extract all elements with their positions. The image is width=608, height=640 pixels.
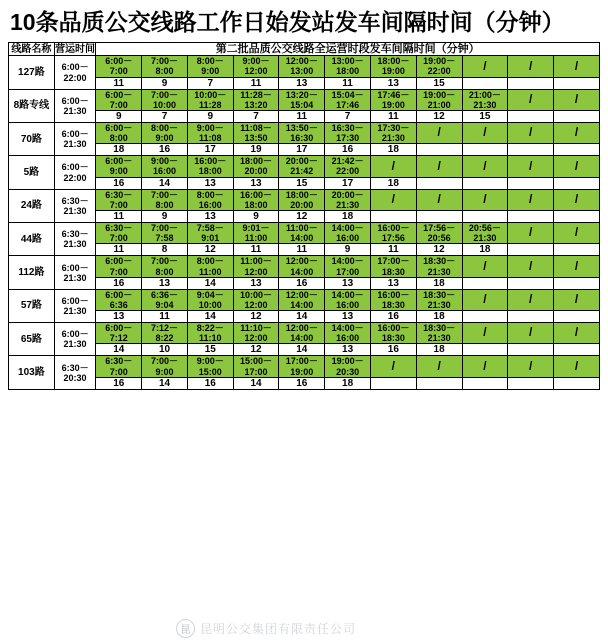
table-row	[9, 256, 600, 277]
time-slot-cell: 14:00－16:00	[325, 289, 371, 310]
time-slot-cell: 11:28－13:20	[233, 89, 279, 110]
time-slot-cell: 14:00－17:00	[325, 256, 371, 277]
table-row	[9, 323, 600, 344]
time-slot-cell: /	[416, 123, 462, 144]
interval-cell	[508, 310, 554, 322]
time-slot-cell: 11:08－13:50	[233, 123, 279, 144]
interval-cell: 11	[233, 244, 279, 256]
time-slot-cell: 16:00－18:30	[370, 289, 416, 310]
interval-cell: 18	[416, 344, 462, 356]
time-slot-cell: 6:00－7:12	[96, 323, 142, 344]
time-slot-cell: 8:00－9:00	[142, 123, 188, 144]
interval-cell: 18	[96, 144, 142, 156]
time-slot-cell: 9:00－12:00	[233, 56, 279, 77]
time-slot-cell: 16:30－17:30	[325, 123, 371, 144]
table-row-intervals	[9, 110, 600, 122]
time-slot-cell: 20:00－21:42	[279, 156, 325, 177]
time-slot-cell: /	[554, 123, 600, 144]
route-name-cell: 112路	[9, 256, 55, 289]
time-slot-cell: /	[554, 223, 600, 244]
interval-cell: 14	[96, 344, 142, 356]
interval-cell: 11	[96, 210, 142, 222]
time-slot-cell: 7:12－8:22	[142, 323, 188, 344]
interval-cell: 17	[279, 144, 325, 156]
interval-cell: 13	[96, 310, 142, 322]
interval-cell: 15	[279, 177, 325, 189]
operating-time-cell: 6:00－21:30	[54, 256, 96, 289]
interval-cell: 18	[370, 144, 416, 156]
interval-cell	[554, 310, 600, 322]
interval-cell: 14	[142, 177, 188, 189]
interval-cell: 15	[462, 110, 508, 122]
time-slot-cell: /	[462, 189, 508, 210]
interval-cell: 12	[279, 210, 325, 222]
table-row	[9, 223, 600, 244]
time-slot-cell: 6:30－7:00	[96, 356, 142, 377]
time-slot-cell: /	[508, 289, 554, 310]
time-slot-cell: 6:30－7:00	[96, 223, 142, 244]
interval-cell	[370, 377, 416, 389]
time-slot-cell: 19:00－21:00	[416, 89, 462, 110]
table-row-intervals	[9, 77, 600, 89]
time-slot-cell: 18:30－21:30	[416, 289, 462, 310]
table-row-intervals	[9, 244, 600, 256]
interval-cell: 16	[370, 344, 416, 356]
time-slot-cell: 6:00－7:00	[96, 56, 142, 77]
interval-cell: 8	[142, 244, 188, 256]
operating-time-cell: 6:30－20:30	[54, 356, 96, 389]
interval-cell: 18	[416, 277, 462, 289]
interval-cell: 13	[233, 277, 279, 289]
time-slot-cell: 16:00－18:30	[370, 323, 416, 344]
table-row-intervals	[9, 210, 600, 222]
interval-cell: 15	[416, 77, 462, 89]
time-slot-cell: /	[508, 223, 554, 244]
interval-cell: 11	[233, 77, 279, 89]
interval-cell: 16	[279, 377, 325, 389]
interval-cell: 17	[325, 177, 371, 189]
time-slot-cell: 6:00－9:00	[96, 156, 142, 177]
interval-cell	[508, 110, 554, 122]
interval-cell	[462, 177, 508, 189]
time-slot-cell: 17:30－21:30	[370, 123, 416, 144]
watermark-text: 昆明公交集团有限责任公司	[200, 622, 357, 636]
time-slot-cell: 19:00－22:00	[416, 56, 462, 77]
time-slot-cell: /	[462, 156, 508, 177]
route-name-cell: 24路	[9, 189, 55, 222]
header-operating-time: 营运时间	[55, 43, 96, 55]
interval-cell	[508, 144, 554, 156]
time-slot-cell: /	[554, 323, 600, 344]
time-slot-cell: 16:00－18:00	[233, 189, 279, 210]
interval-cell: 11	[279, 244, 325, 256]
interval-cell: 14	[233, 377, 279, 389]
time-slot-cell: 8:22－11:10	[187, 323, 233, 344]
time-slot-cell: /	[370, 356, 416, 377]
time-slot-cell: 7:00－8:00	[142, 189, 188, 210]
interval-cell: 12	[233, 310, 279, 322]
interval-cell: 13	[233, 177, 279, 189]
interval-cell: 11	[370, 244, 416, 256]
time-slot-cell: /	[416, 189, 462, 210]
time-slot-cell: 9:04－10:00	[187, 289, 233, 310]
time-slot-cell: /	[554, 56, 600, 77]
time-slot-cell: 20:56－21:30	[462, 223, 508, 244]
interval-cell	[554, 277, 600, 289]
interval-cell	[508, 77, 554, 89]
interval-cell	[416, 210, 462, 222]
interval-cell: 13	[279, 77, 325, 89]
time-slot-cell: 7:00－9:00	[142, 356, 188, 377]
time-slot-cell: /	[370, 156, 416, 177]
time-slot-cell: /	[554, 289, 600, 310]
time-slot-cell: 15:04－17:46	[325, 89, 371, 110]
table-row-intervals	[9, 310, 600, 322]
table-header	[9, 43, 600, 56]
time-slot-cell: /	[416, 356, 462, 377]
interval-cell: 9	[187, 110, 233, 122]
time-slot-cell: 17:46－19:00	[370, 89, 416, 110]
time-slot-cell: 7:00－10:00	[142, 89, 188, 110]
time-slot-cell: /	[508, 189, 554, 210]
operating-time-cell: 6:00－22:00	[54, 156, 96, 189]
time-slot-cell: 18:00－20:00	[233, 156, 279, 177]
time-slot-cell: 6:00－6:36	[96, 289, 142, 310]
interval-cell	[462, 377, 508, 389]
interval-cell	[554, 210, 600, 222]
interval-cell: 16	[325, 144, 371, 156]
interval-cell	[508, 177, 554, 189]
interval-cell: 13	[325, 277, 371, 289]
time-slot-cell: 21:00－21:30	[462, 89, 508, 110]
interval-cell: 17	[187, 144, 233, 156]
interval-cell	[462, 310, 508, 322]
interval-cell	[554, 177, 600, 189]
time-slot-cell: 6:30－7:00	[96, 189, 142, 210]
time-slot-cell: 14:00－16:00	[325, 323, 371, 344]
time-slot-cell: 18:30－21:30	[416, 256, 462, 277]
time-slot-cell: 7:00－8:00	[142, 256, 188, 277]
time-slot-cell: /	[554, 156, 600, 177]
interval-cell: 11	[96, 244, 142, 256]
time-slot-cell: 9:01－11:00	[233, 223, 279, 244]
time-slot-cell: 10:00－11:28	[187, 89, 233, 110]
interval-cell: 9	[325, 244, 371, 256]
route-name-cell: 103路	[9, 356, 55, 389]
interval-cell: 11	[325, 77, 371, 89]
table-row	[9, 356, 600, 377]
interval-cell: 18	[325, 210, 371, 222]
time-slot-cell: /	[462, 289, 508, 310]
operating-time-cell: 6:00－21:30	[54, 289, 96, 322]
interval-cell: 13	[325, 344, 371, 356]
interval-cell	[554, 110, 600, 122]
time-slot-cell: /	[462, 256, 508, 277]
interval-cell: 16	[279, 277, 325, 289]
operating-time-cell: 6:00－21:30	[54, 123, 96, 156]
interval-cell	[462, 144, 508, 156]
interval-cell	[416, 377, 462, 389]
table-row	[9, 156, 600, 177]
time-slot-cell: 6:00－7:00	[96, 256, 142, 277]
interval-cell	[508, 344, 554, 356]
table-row	[9, 89, 600, 110]
time-slot-cell: 8:00－11:00	[187, 256, 233, 277]
time-slot-cell: 9:00－15:00	[187, 356, 233, 377]
interval-cell: 11	[279, 110, 325, 122]
interval-cell: 14	[187, 310, 233, 322]
page-title: 10条品质公交线路工作日始发站发车间隔时间（分钟）	[10, 9, 565, 35]
interval-cell: 7	[142, 110, 188, 122]
table-row	[9, 56, 600, 77]
time-slot-cell: 16:00－18:00	[187, 156, 233, 177]
route-name-cell: 8路专线	[9, 89, 55, 122]
time-slot-cell: 10:00－12:00	[233, 289, 279, 310]
interval-cell	[462, 77, 508, 89]
operating-time-cell: 6:30－21:30	[54, 189, 96, 222]
interval-cell	[416, 144, 462, 156]
route-name-cell: 44路	[9, 223, 55, 256]
interval-cell: 13	[142, 277, 188, 289]
interval-cell	[508, 244, 554, 256]
route-name-cell: 5路	[9, 156, 55, 189]
time-slot-cell: 7:00－7:58	[142, 223, 188, 244]
time-slot-cell: 20:00－21:30	[325, 189, 371, 210]
time-slot-cell: 16:00－17:56	[370, 223, 416, 244]
interval-cell	[462, 277, 508, 289]
time-slot-cell: 12:00－14:00	[279, 289, 325, 310]
interval-cell: 16	[96, 177, 142, 189]
time-slot-cell: /	[508, 323, 554, 344]
interval-cell	[554, 244, 600, 256]
interval-cell: 12	[233, 344, 279, 356]
interval-cell: 16	[142, 144, 188, 156]
time-slot-cell: /	[554, 89, 600, 110]
interval-cell	[554, 377, 600, 389]
table-row-intervals	[9, 177, 600, 189]
time-slot-cell: /	[554, 356, 600, 377]
interval-cell: 18	[416, 310, 462, 322]
operating-time-cell: 6:00－22:00	[54, 56, 96, 89]
table-row	[9, 289, 600, 310]
interval-cell: 14	[279, 344, 325, 356]
time-slot-cell: 6:36－9:04	[142, 289, 188, 310]
operating-time-cell: 6:30－21:30	[54, 223, 96, 256]
interval-cell: 9	[96, 110, 142, 122]
time-slot-cell: /	[508, 356, 554, 377]
time-slot-cell: 12:00－13:00	[279, 56, 325, 77]
interval-cell: 16	[370, 310, 416, 322]
interval-cell	[508, 277, 554, 289]
watermark	[176, 619, 356, 638]
interval-cell: 18	[462, 244, 508, 256]
time-slot-cell: 11:00－14:00	[279, 223, 325, 244]
time-slot-cell: 6:00－8:00	[96, 123, 142, 144]
interval-cell: 11	[96, 77, 142, 89]
interval-cell: 11	[370, 110, 416, 122]
time-slot-cell: 14:00－16:00	[325, 223, 371, 244]
time-slot-cell: 8:00－9:00	[187, 56, 233, 77]
watermark-logo-icon: 昆	[176, 619, 195, 638]
time-slot-cell: /	[508, 56, 554, 77]
time-slot-cell: /	[416, 156, 462, 177]
time-slot-cell: 17:00－19:00	[279, 356, 325, 377]
bus-schedule-table	[8, 42, 600, 390]
interval-cell: 14	[142, 377, 188, 389]
time-slot-cell: 13:00－18:00	[325, 56, 371, 77]
time-slot-cell: 12:00－14:00	[279, 256, 325, 277]
table-row-intervals	[9, 377, 600, 389]
time-slot-cell: /	[462, 123, 508, 144]
time-slot-cell: 11:10－12:00	[233, 323, 279, 344]
interval-cell	[554, 77, 600, 89]
interval-cell: 11	[142, 310, 188, 322]
interval-cell	[554, 144, 600, 156]
interval-cell: 10	[142, 344, 188, 356]
route-name-cell: 57路	[9, 289, 55, 322]
time-slot-cell: /	[554, 256, 600, 277]
interval-cell: 12	[187, 244, 233, 256]
time-slot-cell: /	[554, 189, 600, 210]
interval-cell	[508, 377, 554, 389]
time-slot-cell: /	[462, 356, 508, 377]
interval-cell: 9	[142, 210, 188, 222]
header-interval-span: 第二批品质公交线路全运营时段发车间隔时间（分钟）	[96, 43, 600, 56]
interval-cell: 14	[187, 277, 233, 289]
time-slot-cell: /	[508, 89, 554, 110]
interval-cell: 7	[233, 110, 279, 122]
route-name-cell: 70路	[9, 123, 55, 156]
interval-cell: 12	[416, 244, 462, 256]
time-slot-cell: 18:00－20:00	[279, 189, 325, 210]
table-row-intervals	[9, 277, 600, 289]
route-name-cell: 65路	[9, 323, 55, 356]
time-slot-cell: 19:00－20:30	[325, 356, 371, 377]
route-name-cell: 127路	[9, 56, 55, 89]
interval-cell	[462, 210, 508, 222]
interval-cell: 16	[96, 277, 142, 289]
time-slot-cell: 18:30－21:30	[416, 323, 462, 344]
operating-time-cell: 6:00－21:30	[54, 89, 96, 122]
time-slot-cell: 7:00－8:00	[142, 56, 188, 77]
interval-cell: 12	[416, 110, 462, 122]
interval-cell	[462, 344, 508, 356]
interval-cell: 18	[370, 177, 416, 189]
interval-cell: 15	[187, 344, 233, 356]
interval-cell: 13	[187, 177, 233, 189]
time-slot-cell: /	[370, 189, 416, 210]
time-slot-cell: 15:00－17:00	[233, 356, 279, 377]
table-row-intervals	[9, 344, 600, 356]
time-slot-cell: 9:00－11:08	[187, 123, 233, 144]
interval-cell: 7	[187, 77, 233, 89]
operating-time-cell: 6:00－21:30	[54, 323, 96, 356]
time-slot-cell: 11:00－12:00	[233, 256, 279, 277]
time-slot-cell: 13:20－15:04	[279, 89, 325, 110]
interval-cell	[416, 177, 462, 189]
time-slot-cell: 13:50－16:30	[279, 123, 325, 144]
interval-cell: 13	[187, 210, 233, 222]
time-slot-cell: 7:58－9:01	[187, 223, 233, 244]
time-slot-cell: /	[508, 123, 554, 144]
interval-cell: 16	[187, 377, 233, 389]
interval-cell: 13	[370, 77, 416, 89]
interval-cell: 7	[325, 110, 371, 122]
table-row	[9, 189, 600, 210]
interval-cell: 9	[233, 210, 279, 222]
time-slot-cell: 9:00－16:00	[142, 156, 188, 177]
interval-cell: 14	[279, 310, 325, 322]
table-row	[9, 123, 600, 144]
interval-cell: 18	[325, 377, 371, 389]
time-slot-cell: /	[462, 56, 508, 77]
time-slot-cell: 17:56－20:56	[416, 223, 462, 244]
interval-cell	[370, 210, 416, 222]
header-line-name: 线路名称	[9, 43, 55, 56]
interval-cell: 16	[96, 377, 142, 389]
time-slot-cell: 18:00－19:00	[370, 56, 416, 77]
time-slot-cell: 8:00－16:00	[187, 189, 233, 210]
interval-cell: 19	[233, 144, 279, 156]
time-slot-cell: 21:42－22:00	[325, 156, 371, 177]
time-slot-cell: /	[462, 323, 508, 344]
interval-cell: 13	[325, 310, 371, 322]
time-slot-cell: 12:00－14:00	[279, 323, 325, 344]
header-row	[9, 43, 600, 56]
interval-cell: 13	[370, 277, 416, 289]
time-slot-cell: /	[508, 156, 554, 177]
time-slot-cell: 17:00－18:30	[370, 256, 416, 277]
time-slot-cell: 6:00－7:00	[96, 89, 142, 110]
time-slot-cell: /	[508, 256, 554, 277]
interval-cell: 9	[142, 77, 188, 89]
table-row-intervals	[9, 144, 600, 156]
interval-cell	[508, 210, 554, 222]
interval-cell	[554, 344, 600, 356]
table-body	[9, 56, 600, 389]
